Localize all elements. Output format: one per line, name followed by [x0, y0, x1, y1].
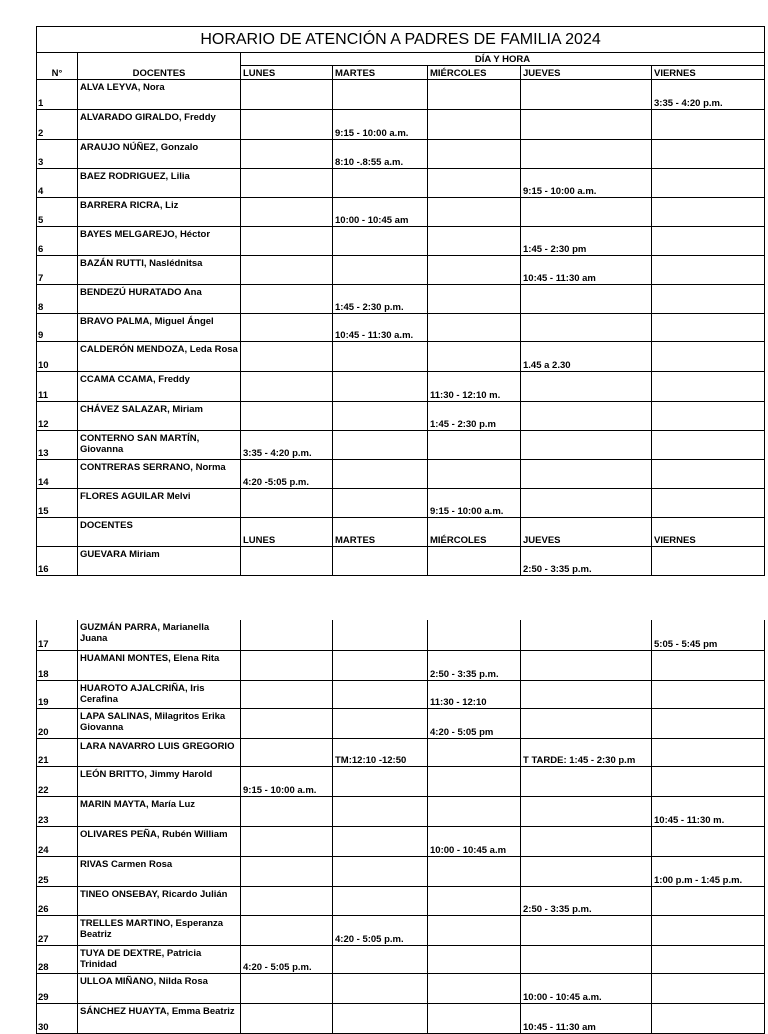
- viernes-slot: [652, 708, 765, 738]
- jueves-slot: 1:45 - 2:30 pm: [521, 227, 652, 256]
- martes-slot: [333, 256, 428, 285]
- row-number: 10: [37, 342, 78, 372]
- viernes-slot: 1:00 p.m - 1:45 p.m.: [652, 856, 765, 886]
- martes-slot: [333, 680, 428, 708]
- martes-slot: [333, 945, 428, 973]
- table-row: [37, 342, 765, 372]
- row-number: 30: [37, 1003, 78, 1033]
- table-row: [37, 738, 765, 766]
- miercoles-slot: [428, 169, 521, 198]
- martes-slot: [333, 973, 428, 1003]
- jueves-slot: [521, 680, 652, 708]
- martes-slot: [333, 431, 428, 460]
- teacher-name: BENDEZÚ HURATADO Ana: [78, 285, 241, 314]
- lunes-slot: [241, 110, 333, 140]
- miercoles-slot: 4:20 - 5:05 pm: [428, 708, 521, 738]
- table-row: [37, 431, 765, 460]
- lunes-slot: 3:35 - 4:20 p.m.: [241, 431, 333, 460]
- martes-slot: [333, 342, 428, 372]
- miercoles-slot: [428, 314, 521, 342]
- teacher-name: TINEO ONSEBAY, Ricardo Julián: [78, 886, 241, 915]
- row-number: 24: [37, 826, 78, 856]
- jueves-slot: 9:15 - 10:00 a.m.: [521, 169, 652, 198]
- teacher-name: HUAROTO AJALCRIÑA, Iris Cerafina: [78, 680, 241, 708]
- table-row: [37, 796, 765, 826]
- row-number: 25: [37, 856, 78, 886]
- martes-slot: [333, 169, 428, 198]
- row-number: 12: [37, 402, 78, 431]
- martes-slot: [333, 766, 428, 796]
- col-miercoles: MIÉRCOLES: [428, 66, 521, 80]
- teacher-name: BAZÁN RUTTI, Naslédnitsa: [78, 256, 241, 285]
- teacher-name: BAYES MELGAREJO, Héctor: [78, 227, 241, 256]
- teacher-name: HUAMANI MONTES, Elena Rita: [78, 650, 241, 680]
- miercoles-slot: [428, 256, 521, 285]
- miercoles-slot: [428, 620, 521, 650]
- table-row: [37, 547, 765, 576]
- col-num: N°: [37, 66, 78, 80]
- miercoles-slot: [428, 973, 521, 1003]
- teacher-name: TRELLES MARTINO, Esperanza Beatriz: [78, 915, 241, 945]
- viernes-slot: [652, 285, 765, 314]
- table-row: [37, 110, 765, 140]
- lunes-slot: [241, 680, 333, 708]
- repeat-col-martes: MARTES: [333, 518, 428, 547]
- row-number: 9: [37, 314, 78, 342]
- table-row: [37, 680, 765, 708]
- table-row: [37, 973, 765, 1003]
- row-number: 23: [37, 796, 78, 826]
- jueves-slot: [521, 620, 652, 650]
- lunes-slot: [241, 198, 333, 227]
- lunes-slot: [241, 547, 333, 576]
- viernes-slot: [652, 169, 765, 198]
- viernes-slot: [652, 680, 765, 708]
- teacher-name: CCAMA CCAMA, Freddy: [78, 372, 241, 402]
- jueves-slot: [521, 402, 652, 431]
- table-row: [37, 650, 765, 680]
- jueves-slot: [521, 80, 652, 110]
- viernes-slot: [652, 886, 765, 915]
- day-time-header: DÍA Y HORA: [241, 53, 765, 66]
- lunes-slot: [241, 708, 333, 738]
- miercoles-slot: 10:00 - 10:45 a.m: [428, 826, 521, 856]
- martes-slot: 10:00 - 10:45 am: [333, 198, 428, 227]
- viernes-slot: [652, 826, 765, 856]
- teacher-name: ULLOA MIÑANO, Nilda Rosa: [78, 973, 241, 1003]
- martes-slot: [333, 826, 428, 856]
- teacher-name: LARA NAVARRO LUIS GREGORIO: [78, 738, 241, 766]
- table-row: [37, 169, 765, 198]
- martes-slot: [333, 227, 428, 256]
- martes-slot: 1:45 - 2:30 p.m.: [333, 285, 428, 314]
- viernes-slot: [652, 140, 765, 169]
- row-number: 22: [37, 766, 78, 796]
- teacher-name: BRAVO PALMA, Miguel Ángel: [78, 314, 241, 342]
- table-row: [37, 285, 765, 314]
- viernes-slot: [652, 650, 765, 680]
- miercoles-slot: [428, 915, 521, 945]
- martes-slot: 9:15 - 10:00 a.m.: [333, 110, 428, 140]
- viernes-slot: [652, 460, 765, 489]
- viernes-slot: [652, 1003, 765, 1033]
- teacher-name: LEÓN BRITTO, Jimmy Harold: [78, 766, 241, 796]
- lunes-slot: [241, 402, 333, 431]
- jueves-slot: [521, 460, 652, 489]
- row-number: 8: [37, 285, 78, 314]
- miercoles-slot: [428, 738, 521, 766]
- lunes-slot: [241, 915, 333, 945]
- row-number: 26: [37, 886, 78, 915]
- teacher-name: CHÁVEZ SALAZAR, Miriam: [78, 402, 241, 431]
- row-number: 6: [37, 227, 78, 256]
- teacher-name: RIVAS Carmen Rosa: [78, 856, 241, 886]
- martes-slot: 10:45 - 11:30 a.m.: [333, 314, 428, 342]
- lunes-slot: [241, 256, 333, 285]
- viernes-slot: [652, 342, 765, 372]
- miercoles-slot: [428, 227, 521, 256]
- teacher-name: CALDERÓN MENDOZA, Leda Rosa: [78, 342, 241, 372]
- miercoles-slot: [428, 342, 521, 372]
- teacher-name: ARAUJO NÚÑEZ, Gonzalo: [78, 140, 241, 169]
- martes-slot: [333, 886, 428, 915]
- lunes-slot: [241, 796, 333, 826]
- lunes-slot: [241, 1003, 333, 1033]
- table-row: [37, 620, 765, 650]
- miercoles-slot: [428, 198, 521, 227]
- table-row: [37, 826, 765, 856]
- jueves-slot: [521, 766, 652, 796]
- teacher-name: FLORES AGUILAR Melvi: [78, 489, 241, 518]
- teacher-name: ALVA LEYVA, Nora: [78, 80, 241, 110]
- col-martes: MARTES: [333, 66, 428, 80]
- jueves-slot: [521, 285, 652, 314]
- teacher-name: BAEZ RODRIGUEZ, Lilia: [78, 169, 241, 198]
- martes-slot: [333, 650, 428, 680]
- viernes-slot: [652, 766, 765, 796]
- miercoles-slot: [428, 886, 521, 915]
- row-number: 4: [37, 169, 78, 198]
- table-row: [37, 372, 765, 402]
- viernes-slot: [652, 402, 765, 431]
- viernes-slot: [652, 973, 765, 1003]
- teacher-name: SÁNCHEZ HUAYTA, Emma Beatriz: [78, 1003, 241, 1033]
- martes-slot: [333, 708, 428, 738]
- row-number: 7: [37, 256, 78, 285]
- viernes-slot: 10:45 - 11:30 m.: [652, 796, 765, 826]
- martes-slot: [333, 547, 428, 576]
- lunes-slot: [241, 80, 333, 110]
- table-row: [37, 460, 765, 489]
- table-row: [37, 489, 765, 518]
- lunes-slot: [241, 314, 333, 342]
- teacher-name: GUEVARA Miriam: [78, 547, 241, 576]
- jueves-slot: [521, 796, 652, 826]
- repeat-col-docentes: DOCENTES: [78, 518, 241, 547]
- table-row: [37, 198, 765, 227]
- table-row: [37, 1003, 765, 1033]
- miercoles-slot: 2:50 - 3:35 p.m.: [428, 650, 521, 680]
- miercoles-slot: [428, 460, 521, 489]
- rows-page-1: [37, 80, 765, 518]
- table-row: [37, 314, 765, 342]
- lunes-slot: [241, 620, 333, 650]
- repeat-col-viernes: VIERNES: [652, 518, 765, 547]
- lunes-slot: [241, 169, 333, 198]
- jueves-slot: [521, 708, 652, 738]
- lunes-slot: [241, 826, 333, 856]
- rows-page-1-end: [37, 547, 765, 576]
- lunes-slot: 4:20 -5:05 p.m.: [241, 460, 333, 489]
- row-number: 13: [37, 431, 78, 460]
- teacher-name: BARRERA RICRA, Liz: [78, 198, 241, 227]
- table-row: [37, 227, 765, 256]
- col-docentes: DOCENTES: [78, 66, 241, 80]
- jueves-slot: [521, 826, 652, 856]
- table-row: [37, 256, 765, 285]
- lunes-slot: [241, 372, 333, 402]
- lunes-slot: [241, 489, 333, 518]
- jueves-slot: [521, 856, 652, 886]
- row-number: 11: [37, 372, 78, 402]
- lunes-slot: [241, 738, 333, 766]
- teacher-name: LAPA SALINAS, Milagritos Erika Giovanna: [78, 708, 241, 738]
- miercoles-slot: [428, 1003, 521, 1033]
- miercoles-slot: [428, 285, 521, 314]
- table-row: [37, 708, 765, 738]
- row-number: 15: [37, 489, 78, 518]
- row-number: 14: [37, 460, 78, 489]
- lunes-slot: 4:20 - 5:05 p.m.: [241, 945, 333, 973]
- jueves-slot: [521, 650, 652, 680]
- teacher-name: CONTRERAS SERRANO, Norma: [78, 460, 241, 489]
- viernes-slot: [652, 547, 765, 576]
- table-row: [37, 402, 765, 431]
- col-viernes: VIERNES: [652, 66, 765, 80]
- viernes-slot: [652, 198, 765, 227]
- lunes-slot: [241, 886, 333, 915]
- col-lunes: LUNES: [241, 66, 333, 80]
- row-number: 5: [37, 198, 78, 227]
- teacher-name: GUZMÁN PARRA, Marianella Juana: [78, 620, 241, 650]
- row-number: 29: [37, 973, 78, 1003]
- jueves-slot: [521, 372, 652, 402]
- viernes-slot: [652, 314, 765, 342]
- table-row: [37, 80, 765, 110]
- jueves-slot: [521, 945, 652, 973]
- jueves-slot: 2:50 - 3:35 p.m.: [521, 547, 652, 576]
- martes-slot: [333, 372, 428, 402]
- table-row: [37, 945, 765, 973]
- row-number: 1: [37, 80, 78, 110]
- row-number: 27: [37, 915, 78, 945]
- martes-slot: TM:12:10 -12:50: [333, 738, 428, 766]
- miercoles-slot: [428, 140, 521, 169]
- viernes-slot: [652, 431, 765, 460]
- row-number: 16: [37, 547, 78, 576]
- lunes-slot: [241, 140, 333, 169]
- repeat-col-miercoles: MIÉRCOLES: [428, 518, 521, 547]
- martes-slot: [333, 489, 428, 518]
- miercoles-slot: [428, 547, 521, 576]
- jueves-slot: [521, 915, 652, 945]
- miercoles-slot: 1:45 - 2:30 p.m: [428, 402, 521, 431]
- row-number: 20: [37, 708, 78, 738]
- lunes-slot: [241, 856, 333, 886]
- martes-slot: [333, 796, 428, 826]
- jueves-slot: 1.45 a 2.30: [521, 342, 652, 372]
- miercoles-slot: [428, 796, 521, 826]
- miercoles-slot: [428, 766, 521, 796]
- martes-slot: [333, 856, 428, 886]
- rows-page-2: [37, 620, 765, 1033]
- miercoles-slot: [428, 945, 521, 973]
- viernes-slot: [652, 256, 765, 285]
- martes-slot: [333, 620, 428, 650]
- col-jueves: JUEVES: [521, 66, 652, 80]
- jueves-slot: 10:00 - 10:45 a.m.: [521, 973, 652, 1003]
- jueves-slot: [521, 110, 652, 140]
- schedule-table-page-1: [36, 26, 765, 576]
- jueves-slot: [521, 140, 652, 169]
- teacher-name: CONTERNO SAN MARTÍN, Giovanna: [78, 431, 241, 460]
- miercoles-slot: 11:30 - 12:10 m.: [428, 372, 521, 402]
- martes-slot: [333, 80, 428, 110]
- martes-slot: [333, 1003, 428, 1033]
- table-row: [37, 915, 765, 945]
- lunes-slot: [241, 650, 333, 680]
- viernes-slot: [652, 227, 765, 256]
- jueves-slot: [521, 198, 652, 227]
- jueves-slot: T TARDE: 1:45 - 2:30 p.m: [521, 738, 652, 766]
- martes-slot: [333, 402, 428, 431]
- page-title: HORARIO DE ATENCIÓN A PADRES DE FAMILIA 2024: [37, 27, 765, 53]
- table-row: [37, 140, 765, 169]
- viernes-slot: [652, 945, 765, 973]
- jueves-slot: [521, 431, 652, 460]
- viernes-slot: [652, 489, 765, 518]
- viernes-slot: [652, 372, 765, 402]
- martes-slot: [333, 460, 428, 489]
- teacher-name: TUYA DE DEXTRE, Patricia Trinidad: [78, 945, 241, 973]
- miercoles-slot: 9:15 - 10:00 a.m.: [428, 489, 521, 518]
- lunes-slot: [241, 227, 333, 256]
- teacher-name: ALVARADO GIRALDO, Freddy: [78, 110, 241, 140]
- martes-slot: 4:20 - 5:05 p.m.: [333, 915, 428, 945]
- row-number: 18: [37, 650, 78, 680]
- row-number: 19: [37, 680, 78, 708]
- viernes-slot: 3:35 - 4:20 p.m.: [652, 80, 765, 110]
- table-row: [37, 886, 765, 915]
- miercoles-slot: 11:30 - 12:10: [428, 680, 521, 708]
- jueves-slot: 10:45 - 11:30 am: [521, 256, 652, 285]
- viernes-slot: 5:05 - 5:45 pm: [652, 620, 765, 650]
- teacher-name: MARIN MAYTA, María Luz: [78, 796, 241, 826]
- jueves-slot: 2:50 - 3:35 p.m.: [521, 886, 652, 915]
- row-number: 2: [37, 110, 78, 140]
- miercoles-slot: [428, 431, 521, 460]
- viernes-slot: [652, 110, 765, 140]
- table-row: [37, 856, 765, 886]
- row-number: 17: [37, 620, 78, 650]
- miercoles-slot: [428, 80, 521, 110]
- lunes-slot: [241, 285, 333, 314]
- lunes-slot: [241, 973, 333, 1003]
- martes-slot: 8:10 -.8:55 a.m.: [333, 140, 428, 169]
- row-number: 28: [37, 945, 78, 973]
- row-number: 3: [37, 140, 78, 169]
- viernes-slot: [652, 738, 765, 766]
- jueves-slot: 10:45 - 11:30 am: [521, 1003, 652, 1033]
- repeat-col-lunes: LUNES: [241, 518, 333, 547]
- table-row: [37, 766, 765, 796]
- lunes-slot: [241, 342, 333, 372]
- miercoles-slot: [428, 856, 521, 886]
- miercoles-slot: [428, 110, 521, 140]
- viernes-slot: [652, 915, 765, 945]
- row-number: 21: [37, 738, 78, 766]
- schedule-table-page-2: [36, 620, 765, 1034]
- lunes-slot: 9:15 - 10:00 a.m.: [241, 766, 333, 796]
- jueves-slot: [521, 489, 652, 518]
- jueves-slot: [521, 314, 652, 342]
- repeat-col-jueves: JUEVES: [521, 518, 652, 547]
- teacher-name: OLIVARES PEÑA, Rubén William: [78, 826, 241, 856]
